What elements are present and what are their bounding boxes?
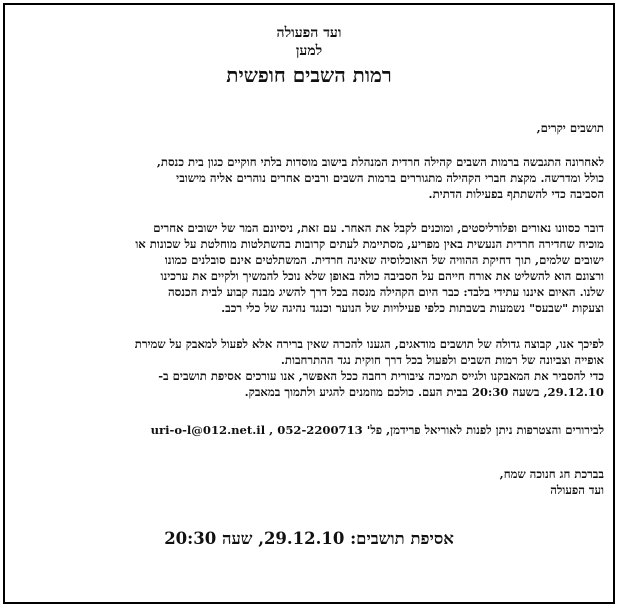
signature-block	[14, 466, 604, 498]
contact-text: לבירורים והצטרפות ניתן לפנות לאוריאל פרידמן, פל' 052-2200713 ,	[269, 423, 604, 437]
paragraph-3-line: אופייה וצביונה של רמות השבים ולפעול בכל דרך חוקית נגד ההתרחבות.	[280, 353, 604, 367]
paragraph-2-line: שלנו. האיום איננו עתידי בלבד: כבר היום הקהילה מנסה בכל דרך להשיג מבנה קבוע לבית הכנסה	[168, 285, 604, 299]
paragraph-2-line: ורצונם הוא להשליט את אורח חייהם על הסביבה כולה באופן שלא נוכל להמשיך ולקיים את ערכינו	[160, 269, 604, 283]
paragraph-1-line: הסביבה כדי להשתתף בפעילות הדתית.	[428, 187, 604, 201]
contact-email[interactable]: uri-o-l@012.net.il	[150, 423, 266, 437]
paragraph-3-line: 29.12.10, בשעה 20:30 בבית העם. כולכם מוזמנים להגיע ולתמוך במאבק.	[244, 385, 604, 399]
paragraph-2-line: ישובים שלמים, תוך דחיקת ההוויה של האוכלוסיה שאינה חרדית. המשתלטים אינם סובלנים כמונו	[164, 253, 604, 267]
contact-line	[14, 422, 604, 438]
greeting: תושבים יקרים,	[536, 121, 604, 135]
paragraph-2-line: מוכיח שחדירה חרדית הנעשית באין מפריע, מסתיימת לעתים קרובות בהשתלטות מוחלטת על שכונות או	[135, 237, 604, 251]
committee-name: ועד הפעולה	[276, 25, 342, 41]
meeting-announcement: אסיפת תושבים: 29.12.10, שעה 20:30	[164, 529, 454, 548]
paragraph-1-line: כולל ומדרשה. מקצת חברי הקהילה מתגוררים ברמות השבים ורבים אחרים נוהרים אליה מישובי	[176, 171, 604, 185]
paragraph-3-line: לפיכך אנו, קבוצה גדולה של תושבים מודאגים, הגענו להכרה שאין ברירה אלא לפעול למאבק על שמירת	[134, 337, 604, 351]
paragraph-2	[14, 220, 604, 316]
paragraph-2-line: דובר כסוונו נאורים ופלורליסטים, ומוכנים לקבל את האחר. עם זאת, ניסיונם המר של ישובים אחרים	[153, 221, 604, 235]
paragraph-1	[14, 154, 604, 202]
for-line: למען	[295, 43, 323, 59]
flyer-document	[14, 14, 604, 550]
page-title: רמות השבים חופשית	[226, 63, 392, 87]
signoff-line-1: בברכת חג חנוכה שמח,	[499, 467, 604, 481]
paragraph-3-line: כדי להסביר את המאבקנו ולגייס תמיכה ציבורית רחבה ככל האפשר, אנו עורכים אסיפת תושבים ב-	[158, 369, 604, 383]
signoff-line-2: ועד הפעולה	[550, 483, 604, 497]
paragraph-1-line: לאחרונה התגבשה ברמות השבים קהילה חרדית המנהלת בישוב מוסדות בלתי חוקיים כגון בית כנסת,	[156, 155, 604, 169]
paragraph-2-line: וצעקות "שבעס" נשמעות בשבתות כלפי פעילויות של הנוער וכנגד נהיגה של כלי רכב.	[221, 301, 604, 315]
paragraph-3	[14, 336, 604, 400]
